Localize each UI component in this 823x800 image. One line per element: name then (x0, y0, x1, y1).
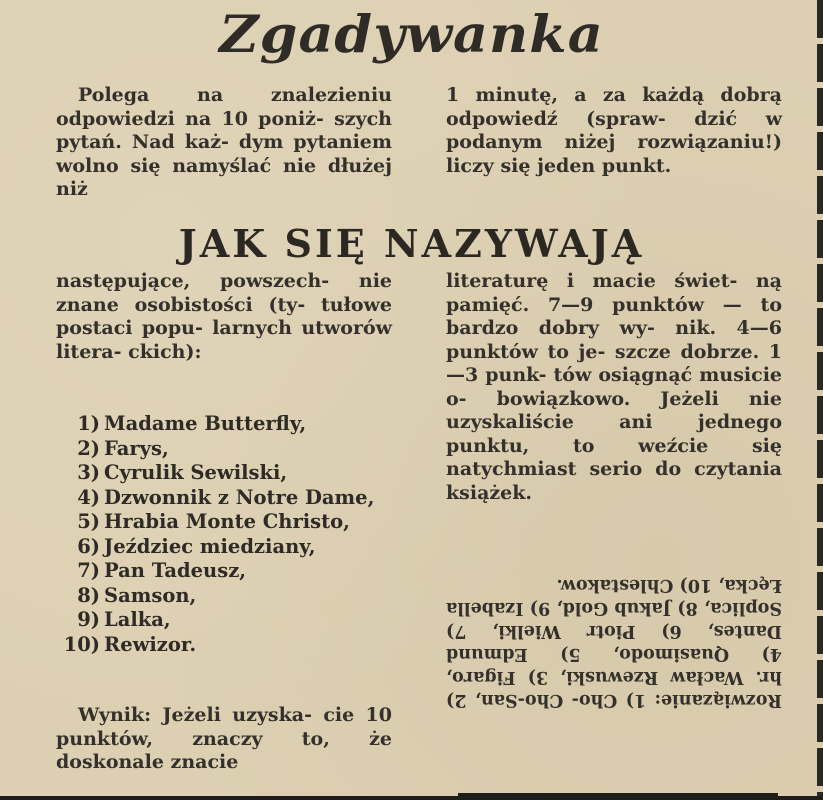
result-section (56, 704, 392, 775)
list-item (56, 437, 396, 462)
item-number: 6) (77, 534, 100, 558)
solution-text: 1) Cho- Cho-San, 2) hr. Wacław Rzewuski, 3) Figaro, 4) Quasimodo, 5) Edmund Dantes, 6) Piotr Wielki, 7) Soplica, 8) Jakub Gold, 9) Izabella Łęcka, 10) Chlestakow. (446, 575, 782, 710)
list-item (56, 535, 396, 560)
item-number: 10) (63, 632, 100, 656)
item-name: Pan Tadeusz, (104, 559, 247, 582)
item-name: Farys, (104, 436, 169, 460)
item-name: Rewizor. (104, 632, 197, 656)
item-name: Cyrulik Sewilski, (104, 461, 288, 484)
list-item (56, 633, 396, 658)
item-number: 3) (77, 461, 100, 484)
scoring-text: literaturę i macie świet- ną pamięć. 7—9 punktów — to bardzo dobry wy- nik. 4—6 punktów to je- szcze dobrze. 1—3 punk- tów osiągnąć musicie o- bowiązkowo. Jeżeli nie uzyskaliście ani jednego punktu, to weźcie się natychmiast serio do czytania książek. (446, 270, 782, 504)
intro-left-column (56, 84, 392, 202)
upside-down-solution (446, 573, 782, 711)
item-name: Lalka, (104, 608, 171, 631)
intro-text-right: 1 minutę, a za każdą dobrą odpowiedź (spraw- dzić w podanym niżej rozwiązaniu!) liczy się jeden punkt. (446, 84, 782, 177)
result-text: Wynik: Jeżeli uzyska- cie 10 punktów, znaczy to, że doskonale znacie (56, 704, 392, 773)
list-item (56, 559, 396, 584)
solution-label: Rozwiązanie: (654, 690, 782, 710)
item-number: 9) (77, 608, 100, 631)
list-item (56, 486, 396, 511)
item-number: 1) (77, 412, 100, 435)
item-number: 7) (77, 559, 100, 582)
column-rule (817, 0, 823, 800)
item-name: Hrabia Monte Christo, (104, 510, 350, 533)
list-item (56, 510, 396, 535)
item-name: Dzwonnik z Notre Dame, (104, 485, 375, 509)
item-number: 8) (77, 583, 100, 607)
question-intro-text: następujące, powszech- nie znane osobistości (ty- tułowe postaci popu- larnych utworów litera- ckich): (56, 270, 392, 363)
list-item (56, 608, 396, 633)
item-number: 4) (77, 485, 100, 509)
list-item (56, 584, 396, 609)
bottom-rule-thick (458, 793, 778, 800)
item-number: 5) (77, 510, 100, 533)
list-item (56, 461, 396, 486)
item-name: Madame Butterfly, (104, 412, 307, 435)
intro-right-column (446, 84, 782, 178)
question-list (56, 412, 396, 657)
scoring-section (446, 270, 782, 505)
item-name: Jeździec miedziany, (104, 534, 316, 558)
section-heading: JAK SIĘ NAZYWAJĄ (178, 221, 645, 266)
question-intro (56, 270, 392, 364)
intro-text-left: Polega na znalezieniu odpowiedzi na 10 poniż- szych pytań. Nad każ- dym pytaniem wolno się namyślać nie dłużej niż (56, 84, 392, 200)
item-number: 2) (77, 436, 100, 460)
page-title: Zgadywanka (219, 3, 604, 65)
list-item (56, 412, 396, 437)
item-name: Samson, (104, 583, 197, 607)
